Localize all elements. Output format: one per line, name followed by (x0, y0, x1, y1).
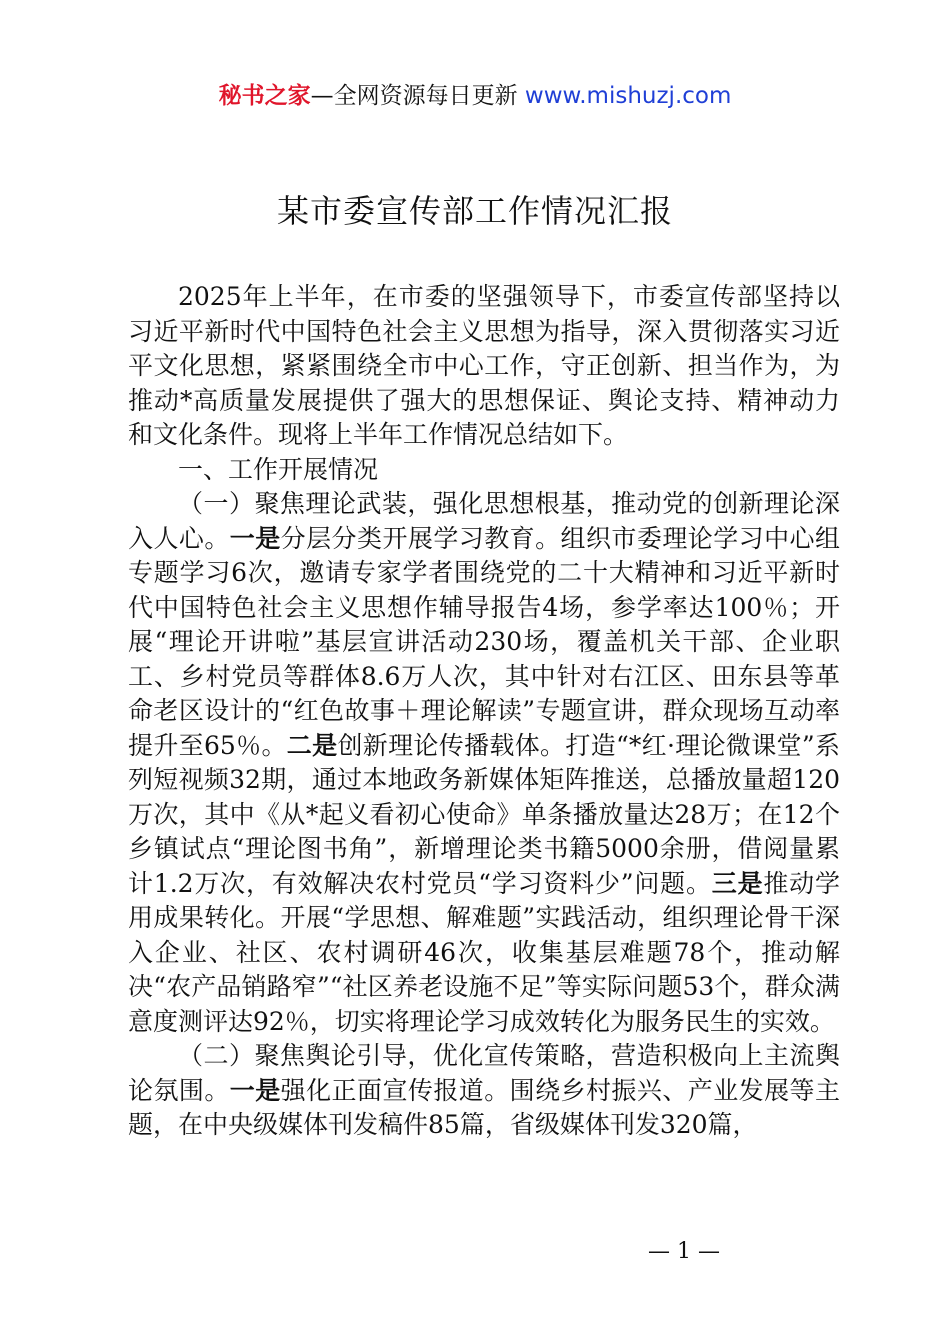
paragraph-item-1 (128, 487, 840, 1039)
site-header (0, 80, 950, 112)
paragraph-item-2 (128, 1039, 840, 1143)
item-1-lead-2: 二是 (286, 730, 338, 760)
item-2-text-1: 强化正面宣传报道。围绕乡村振兴、产业发展等主题，在中央级媒体刊发稿件85篇，省级媒体刊发320篇， (128, 1075, 840, 1139)
page-number-text: — 1 — (648, 1239, 720, 1264)
item-2-lead-1: 一是 (229, 1075, 281, 1105)
page-number (0, 1236, 950, 1268)
item-1-text-1: 分层分类开展学习教育。组织市委理论学习中心组专题学习6次，邀请专家学者围绕党的二十大精神和习近平新时代中国特色社会主义思想作辅导报告4场，参学率达100％；开展“理论开讲啦”基层宣讲活动230场，覆盖机关干部、企业职工、乡村党员等群体8.6万人次，其中针对右江区、田东县等革命老区设计的“红色故事＋理论解读”专题宣讲，群众现场互动率提升至65％。 (128, 523, 840, 760)
item-1-heading: （一）聚焦理论武装，强化思想根基，推动党的创新理论深入人心。 (128, 489, 840, 553)
intro-paragraph: 2025年上半年，在市委的坚强领导下，市委宣传部坚持以习近平新时代中国特色社会主义思想为指导，深入贯彻落实习近平文化思想，紧紧围绕全市中心工作，守正创新、担当作为，为推动*高质量发展提供了强大的思想保证、舆论支持、精神动力和文化条件。现将上半年工作情况总结如下。 (128, 282, 840, 449)
item-1-lead-1: 一是 (229, 523, 281, 553)
section-heading: 一、工作开展情况 (178, 454, 379, 484)
item-2-heading: （二）聚焦舆论引导，优化宣传策略，营造积极向上主流舆论氛围。 (128, 1041, 840, 1105)
item-1-lead-3: 三是 (711, 868, 764, 898)
document-body (128, 280, 840, 1143)
header-slogan: —全网资源每日更新 (310, 83, 525, 109)
header-url-link[interactable]: www.mishuzj.com (524, 83, 732, 109)
item-1-text-2: 创新理论传播载体。打造“*红·理论微课堂”系列短视频32期，通过本地政务新媒体矩阵推送，总播放量超120万次，其中《从*起义看初心使命》单条播放量达28万；在12个乡镇试点“理论图书角”，新增理论类书籍5000余册，借阅量累计1.2万次，有效解决农村党员“学习资料少”问题。 (128, 730, 840, 898)
brand-name: 秘书之家 (218, 83, 311, 109)
document-title: 某市委宣传部工作情况汇报 (276, 192, 673, 230)
item-1-text-3: 推动学用成果转化。开展“学思想、解难题”实践活动，组织理论骨干深入企业、社区、农村调研46次，收集基层难题78个，推动解决“农产品销路窄”“社区养老设施不足”等实际问题53个，群众满意度测评达92％，切实将理论学习成效转化为服务民生的实效。 (128, 868, 840, 1036)
